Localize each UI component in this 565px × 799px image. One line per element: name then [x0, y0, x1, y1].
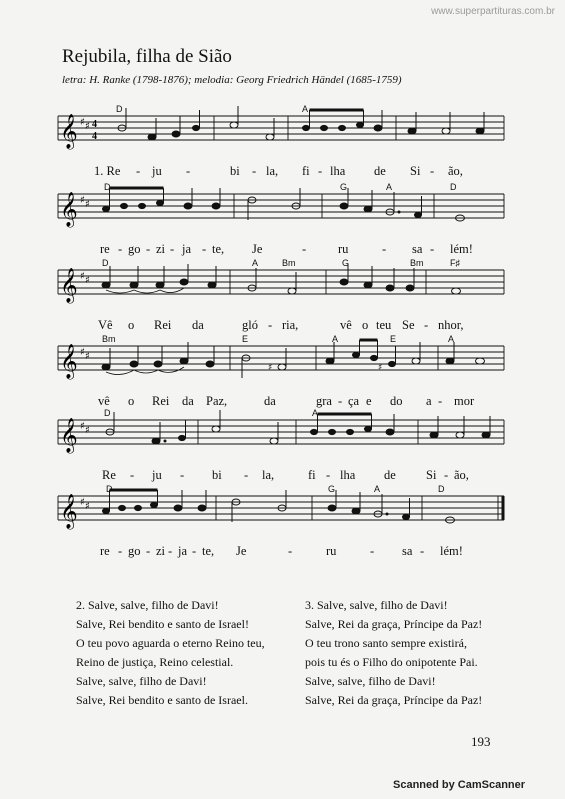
lyric-syllable: -	[430, 242, 435, 256]
svg-text:♯: ♯	[80, 497, 85, 508]
chord-symbol: A	[448, 334, 455, 344]
lyric-syllable: -	[136, 164, 141, 178]
lyric-syllable: fi	[302, 164, 310, 178]
lyric-syllable: -	[186, 164, 191, 178]
lyric-syllable: Se	[402, 318, 415, 332]
chord-symbol: Bm	[102, 334, 116, 344]
lyric-syllable: go	[128, 242, 141, 256]
lyric-syllable: da	[192, 318, 204, 332]
svg-text:4: 4	[92, 131, 97, 142]
staff-3	[56, 258, 506, 318]
svg-text:♯: ♯	[85, 501, 90, 512]
lyric-line	[56, 318, 506, 334]
lyric-syllable: teu	[376, 318, 392, 332]
lyric-syllable: zi	[156, 544, 166, 558]
lyric-syllable: -	[318, 164, 323, 178]
lyric-line	[56, 468, 506, 484]
lyric-syllable: -	[438, 394, 443, 408]
lyric-syllable: vê	[98, 394, 110, 408]
watermark: www.superpartituras.com.br	[431, 6, 555, 17]
chord-symbol: G	[340, 182, 348, 192]
svg-text:♯: ♯	[80, 347, 85, 358]
lyric-syllable: Paz,	[206, 394, 228, 408]
lyric-syllable: ju	[152, 468, 162, 482]
lyric-syllable: Vê	[98, 318, 113, 332]
svg-text:4: 4	[92, 119, 97, 130]
lyric-syllable: do	[390, 394, 403, 408]
lyric-syllable: fi	[308, 468, 316, 482]
svg-text:♯: ♯	[85, 351, 90, 362]
lyric-syllable: e	[366, 394, 372, 408]
chord-symbol: A	[252, 258, 259, 268]
lyric-syllable: re	[100, 544, 110, 558]
svg-text:♯: ♯	[80, 271, 85, 282]
svg-text:𝄞: 𝄞	[60, 268, 78, 303]
lyric-line	[56, 242, 506, 258]
lyric-syllable: gra	[316, 394, 332, 408]
lyric-syllable: sa	[412, 242, 423, 256]
lyric-syllable: Je	[252, 242, 263, 256]
lyric-syllable: Si	[426, 468, 437, 482]
lyric-syllable: lém!	[450, 242, 473, 256]
svg-text:♯: ♯	[80, 195, 85, 206]
lyric-syllable: ja	[178, 544, 188, 558]
music-system-6	[56, 484, 506, 562]
chord-symbol: A	[386, 182, 393, 192]
lyric-syllable: -	[382, 242, 387, 256]
lyric-syllable: de	[374, 164, 386, 178]
chord-symbol: D	[104, 182, 111, 192]
lyric-syllable: te,	[202, 544, 215, 558]
lyric-syllable: mor	[454, 394, 475, 408]
lyric-syllable: -	[118, 242, 123, 256]
lyric-syllable: -	[202, 242, 207, 256]
lyric-syllable: o	[128, 318, 135, 332]
svg-text:𝄞: 𝄞	[60, 494, 78, 529]
lyric-syllable: ru	[326, 544, 337, 558]
lyric-syllable: -	[268, 318, 273, 332]
chord-symbol: D	[104, 408, 111, 418]
verse-line: pois tu és o Filho do onipotente Pai.	[305, 655, 478, 669]
lyric-syllable: -	[420, 544, 425, 558]
lyric-syllable: ão,	[454, 468, 469, 482]
lyric-syllable: la,	[262, 468, 275, 482]
lyric-syllable: -	[244, 468, 249, 482]
song-title: Rejubila, filha de Sião	[62, 46, 232, 67]
lyric-syllable: -	[168, 544, 173, 558]
chord-symbol: Bm	[282, 258, 296, 268]
lyric-syllable: o	[362, 318, 369, 332]
lyric-syllable: nhor,	[438, 318, 464, 332]
lyric-syllable: Si	[410, 164, 421, 178]
lyric-syllable: -	[444, 468, 449, 482]
chord-symbol: E	[390, 334, 397, 344]
lyric-syllable: 1. Re	[94, 164, 121, 178]
lyric-syllable: lha	[330, 164, 346, 178]
verse-line: Salve, salve, filho de Davi!	[305, 674, 436, 688]
svg-text:𝄞: 𝄞	[60, 114, 78, 149]
lyric-syllable: gló	[242, 318, 258, 332]
lyric-syllable: -	[192, 544, 197, 558]
lyric-syllable: -	[302, 242, 307, 256]
staff-1	[56, 104, 506, 164]
verse-line: O teu povo aguarda o eterno Reino teu,	[76, 636, 265, 650]
chord-symbol: D	[102, 258, 109, 268]
staff-4	[56, 334, 506, 394]
svg-text:𝄞: 𝄞	[60, 418, 78, 453]
music-system-5	[56, 408, 506, 486]
lyric-syllable: Re	[102, 468, 116, 482]
svg-text:♯: ♯	[80, 421, 85, 432]
lyric-syllable: Je	[236, 544, 247, 558]
svg-text:♯: ♯	[85, 199, 90, 210]
lyric-syllable: bi	[230, 164, 240, 178]
chord-symbol: A	[374, 484, 381, 494]
lyric-syllable: de	[384, 468, 396, 482]
lyric-syllable: ja	[182, 242, 192, 256]
svg-text:♯: ♯	[268, 363, 273, 373]
lyric-syllable: -	[424, 318, 429, 332]
lyric-syllable: lha	[340, 468, 356, 482]
lyric-syllable: -	[370, 544, 375, 558]
lyric-line	[56, 544, 506, 560]
lyric-syllable: re	[100, 242, 110, 256]
lyric-syllable: -	[288, 544, 293, 558]
verse-line: Salve, Rei bendito e santo de Israel.	[76, 693, 248, 707]
svg-text:♯: ♯	[378, 363, 383, 373]
lyric-syllable: sa	[402, 544, 413, 558]
lyric-syllable: vê	[340, 318, 352, 332]
staff-6	[56, 484, 506, 544]
lyric-syllable: Rei	[152, 394, 170, 408]
chord-symbol: G	[328, 484, 336, 494]
chord-symbol: F♯	[450, 258, 460, 268]
verse-line: Salve, Rei da graça, Príncipe da Paz!	[305, 617, 483, 631]
lyric-syllable: -	[146, 242, 151, 256]
lyric-syllable: ru	[338, 242, 349, 256]
chord-symbol: A	[302, 104, 309, 114]
staff-5	[56, 408, 506, 468]
lyric-syllable: lém!	[440, 544, 463, 558]
verse-line: Salve, salve, filho de Davi!	[76, 674, 207, 688]
lyric-line	[56, 164, 506, 180]
lyric-syllable: da	[182, 394, 194, 408]
song-credits: letra: H. Ranke (1798-1876); melodia: Georg Friedrich Händel (1685-1759)	[62, 74, 402, 86]
lyric-syllable: la,	[266, 164, 279, 178]
verse-line: Salve, Rei bendito e santo de Israel!	[76, 617, 249, 631]
music-system-3	[56, 258, 506, 336]
lyric-syllable: bi	[212, 468, 222, 482]
chord-symbol: D	[438, 484, 445, 494]
lyric-syllable: -	[252, 164, 257, 178]
lyric-syllable: -	[326, 468, 331, 482]
svg-text:♯: ♯	[85, 275, 90, 286]
lyric-syllable: o	[128, 394, 135, 408]
svg-text:♯: ♯	[85, 121, 90, 132]
music-system-1	[56, 104, 506, 182]
chord-symbol: A	[332, 334, 339, 344]
lyric-syllable: ria,	[282, 318, 299, 332]
chord-symbol: D	[116, 104, 123, 114]
svg-text:♯: ♯	[80, 117, 85, 128]
lyric-syllable: -	[130, 468, 135, 482]
chord-symbol: G	[342, 258, 350, 268]
svg-text:♯: ♯	[85, 425, 90, 436]
lyric-syllable: -	[430, 164, 435, 178]
lyric-syllable: zi	[156, 242, 166, 256]
chord-symbol: D	[106, 484, 113, 494]
chord-symbol: E	[242, 334, 249, 344]
chord-symbol: Bm	[410, 258, 424, 268]
lyric-syllable: -	[118, 544, 123, 558]
chord-symbol: A	[312, 408, 319, 418]
svg-text:𝄞: 𝄞	[60, 344, 78, 379]
verse-line: Salve, Rei da graça, Príncipe da Paz!	[305, 693, 483, 707]
lyric-syllable: go	[128, 544, 141, 558]
lyric-syllable: -	[146, 544, 151, 558]
verse-line: 2. Salve, salve, filho de Davi!	[76, 598, 219, 612]
verse-line: 3. Salve, salve, filho de Davi!	[305, 598, 448, 612]
lyric-syllable: -	[338, 394, 343, 408]
verse-3	[305, 596, 482, 710]
music-system-2	[56, 182, 506, 260]
lyric-syllable: ão,	[448, 164, 463, 178]
lyric-syllable: -	[170, 242, 175, 256]
staff-2	[56, 182, 506, 242]
chord-symbol: D	[450, 182, 457, 192]
lyric-syllable: ju	[152, 164, 162, 178]
lyric-syllable: -	[180, 468, 185, 482]
verse-2	[76, 596, 265, 710]
verse-line: Reino de justiça, Reino celestial.	[76, 655, 234, 669]
lyric-syllable: te,	[212, 242, 225, 256]
svg-text:𝄞: 𝄞	[60, 192, 78, 227]
lyric-syllable: da	[264, 394, 276, 408]
lyric-syllable: ça	[348, 394, 360, 408]
music-system-4	[56, 334, 506, 412]
lyric-syllable: Rei	[154, 318, 172, 332]
page-number: 193	[471, 734, 491, 749]
verse-line: O teu trono santo sempre existirá,	[305, 636, 467, 650]
lyric-syllable: a	[426, 394, 432, 408]
scanner-footer: Scanned by CamScanner	[393, 779, 526, 791]
